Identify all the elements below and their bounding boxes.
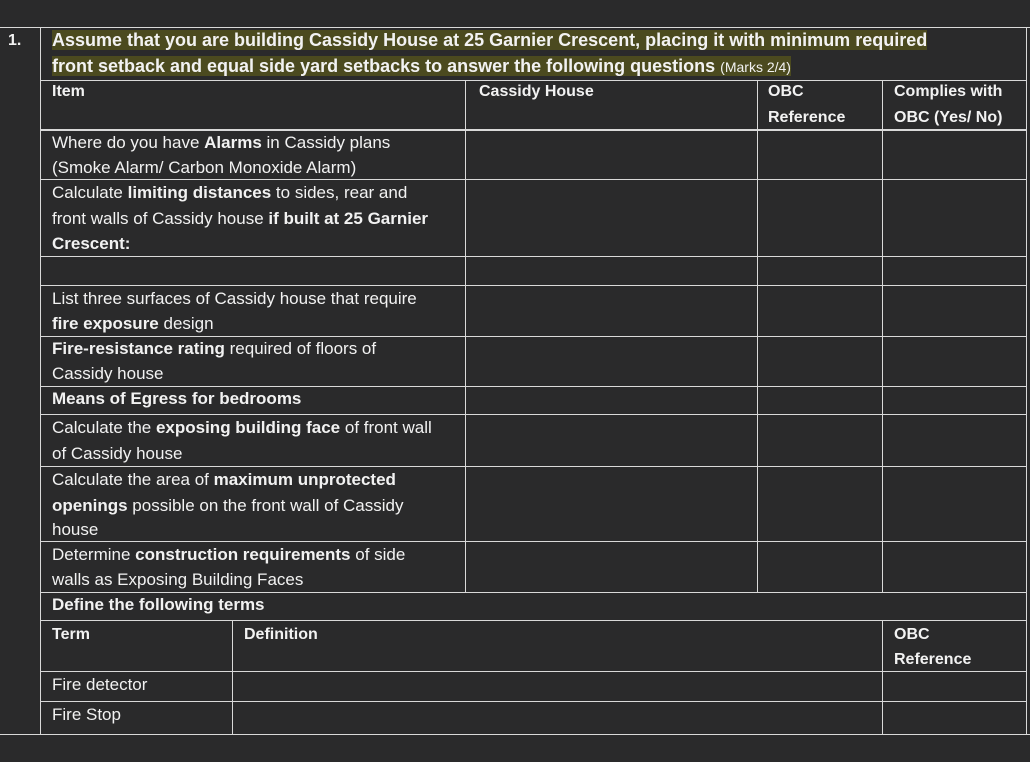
- header-cassidy-house: Cassidy House: [479, 83, 594, 100]
- row-line: [40, 620, 1027, 621]
- term-fire-detector: Fire detector: [52, 675, 148, 694]
- row-exposing-line2: of Cassidy house: [52, 444, 183, 463]
- header-item: Item: [52, 83, 85, 100]
- right-outer-border: [1026, 27, 1027, 735]
- col-line: [882, 620, 883, 734]
- terms-header-definition: Definition: [244, 626, 318, 643]
- row-surfaces-line1: List three surfaces of Cassidy house that require: [52, 289, 417, 308]
- row-fire-rating-line1: Fire-resistance rating required of floors of: [52, 339, 377, 358]
- question-text-2: front setback and equal side yard setbacks to answer the following questions (Marks 2/4): [52, 56, 791, 76]
- row-line: [40, 701, 1027, 702]
- row-exposing-line1: Calculate the exposing building face of front wall: [52, 418, 432, 437]
- col-line: [757, 80, 758, 592]
- row-surfaces-line2: fire exposure design: [52, 314, 214, 333]
- header-complies-2: OBC (Yes/ No): [894, 109, 1003, 126]
- terms-header-obc-1: OBC: [894, 626, 930, 643]
- row-alarms-line2: (Smoke Alarm/ Carbon Monoxide Alarm): [52, 158, 357, 177]
- row-egress: Means of Egress for bedrooms: [52, 389, 302, 408]
- row-alarms-line1: Where do you have Alarms in Cassidy plans: [52, 133, 391, 152]
- header-obc-1: OBC: [768, 83, 804, 100]
- header-complies-1: Complies with: [894, 83, 1003, 100]
- header-obc-2: Reference: [768, 109, 846, 126]
- row-openings-line3: house: [52, 520, 99, 539]
- question-text-1: Assume that you are building Cassidy House at 25 Garnier Crescent, placing it with minimum required: [52, 30, 928, 50]
- row-limiting-line1: Calculate limiting distances to sides, rear and: [52, 183, 408, 202]
- col-line: [882, 80, 883, 592]
- terms-section-title: Define the following terms: [52, 595, 265, 614]
- row-limiting-line2: front walls of Cassidy house if built at 25 Garnier: [52, 209, 429, 228]
- terms-header-obc-2: Reference: [894, 651, 972, 668]
- question-line-2: [52, 54, 791, 80]
- row-fire-rating-line2: Cassidy house: [52, 364, 164, 383]
- row-openings-line1: Calculate the area of maximum unprotected: [52, 470, 396, 489]
- row-openings-line2: openings possible on the front wall of Cassidy: [52, 496, 404, 515]
- col-line: [232, 620, 233, 734]
- row-construction-line2: walls as Exposing Building Faces: [52, 570, 304, 589]
- row-construction-line1: Determine construction requirements of side: [52, 545, 406, 564]
- row-limiting-line3: Crescent:: [52, 234, 131, 253]
- left-outer-border: [40, 27, 41, 735]
- term-fire-stop: Fire Stop: [52, 705, 121, 724]
- bottom-border: [0, 734, 1030, 735]
- col-line: [465, 80, 466, 592]
- question-line-1: [52, 28, 927, 53]
- row-line: [40, 256, 1027, 257]
- terms-header-term: Term: [52, 626, 90, 643]
- marks: (Marks 2/4): [720, 59, 791, 75]
- question-number: 1.: [8, 32, 22, 49]
- row-line: [40, 671, 1027, 672]
